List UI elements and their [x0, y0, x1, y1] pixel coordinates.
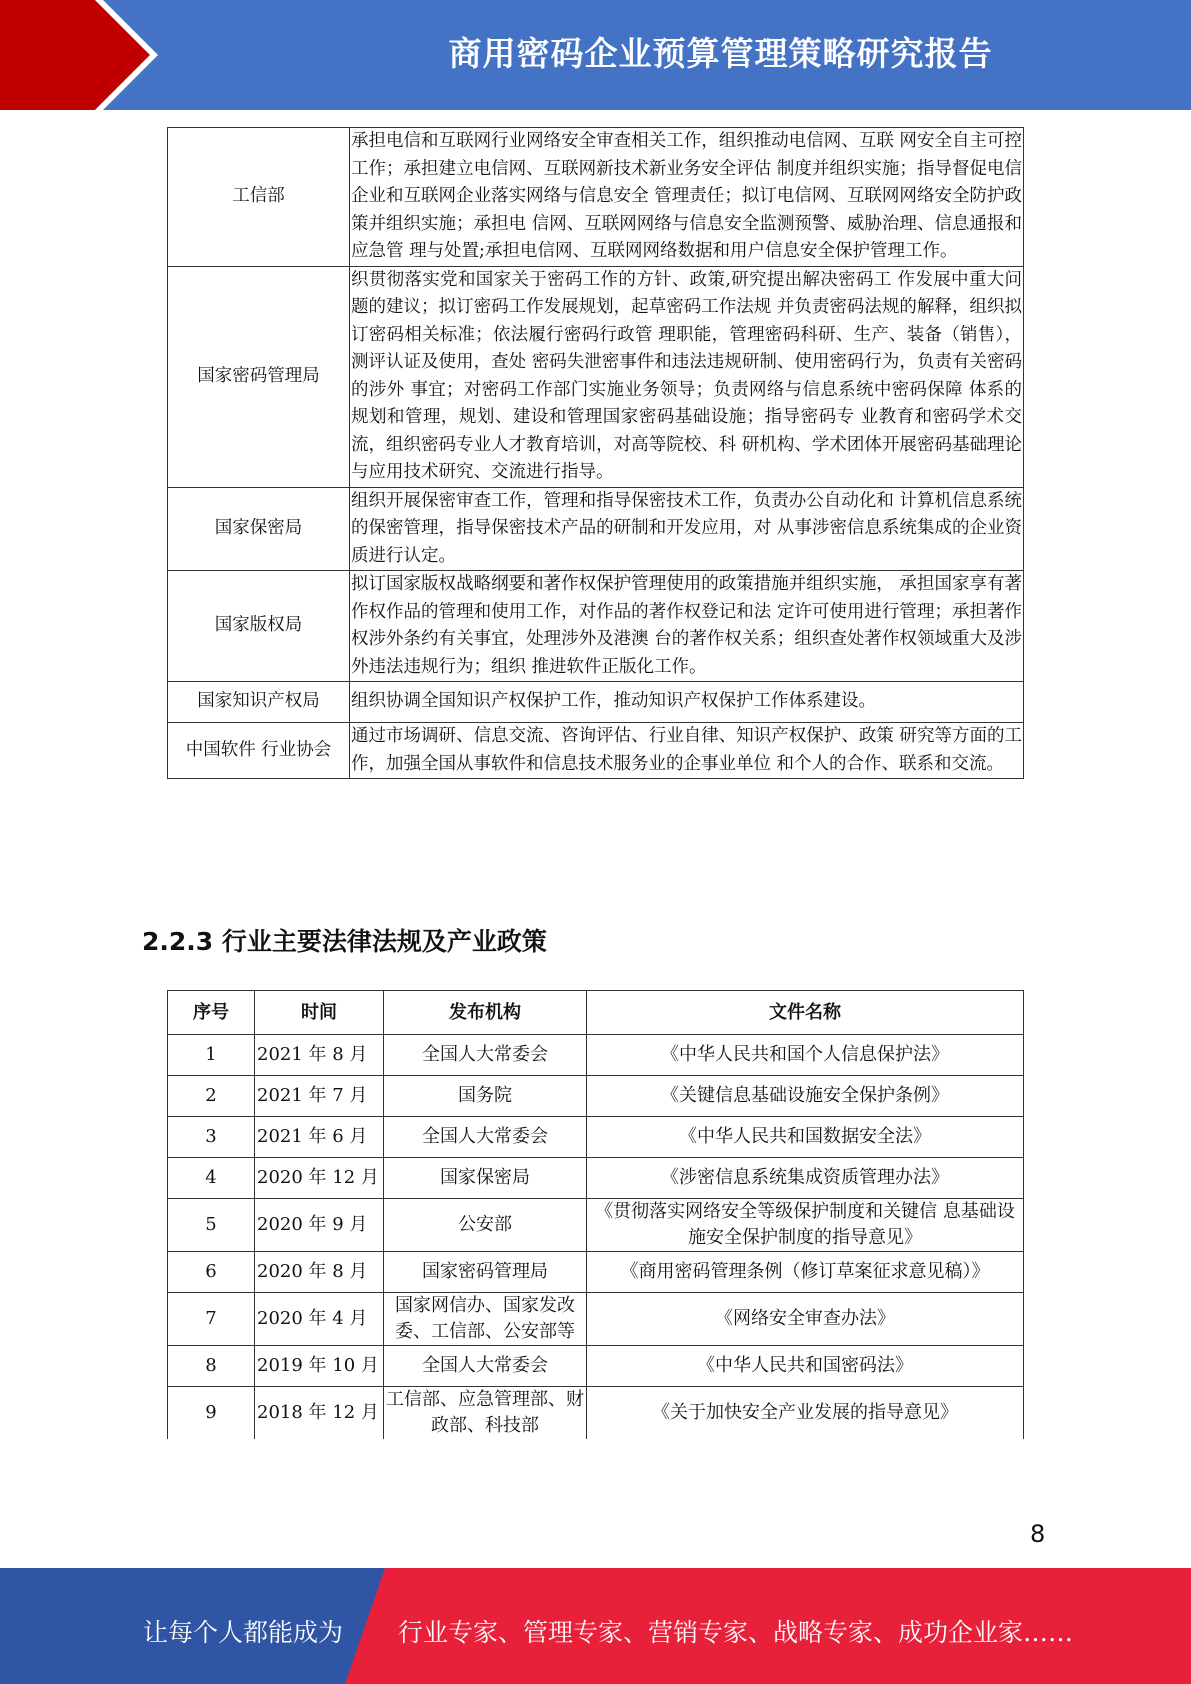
cell-time: 2018 年 12 月	[255, 1387, 384, 1440]
cell-no: 1	[168, 1035, 255, 1076]
cell-org: 国家网信办、国家发改委、工信部、公安部等	[384, 1293, 587, 1346]
cell-no: 5	[168, 1199, 255, 1252]
org-desc: 织贯彻落实党和国家关于密码工作的方针、政策,研究提出解决密码工 作发展中重大问题的建议；拟订密码工作发展规划，起草密码工作法规 并负责密码法规的解释，组织拟订密码相关标准；依法履行密码行政管 理职能，管理密码科研、生产、装备（销售），测评认证及使用，查处 密码失泄密事件和违法违规研制、使用密码行为，负责有关密码的涉外 事宜；对密码工作部门实施业务领导；负责网络与信息系统中密码保障 体系的规划和管理，规划、建设和管理国家密码基础设施；指导密码专 业教育和密码学术交流，组织密码专业人才教育培训，对高等院校、科 研机构、学术团体开展密码基础理论与应用技术研究、交流进行指导。	[350, 266, 1024, 487]
cell-org: 国家保密局	[384, 1158, 587, 1199]
col-header-no: 序号	[168, 991, 255, 1035]
report-title: 商用密码企业预算管理策略研究报告	[448, 34, 993, 73]
cell-no: 6	[168, 1252, 255, 1293]
org-name: 国家保密局	[168, 487, 350, 571]
cell-no: 3	[168, 1117, 255, 1158]
col-header-doc: 文件名称	[587, 991, 1024, 1035]
org-name: 国家密码管理局	[168, 266, 350, 487]
cell-doc: 《中华人民共和国数据安全法》	[587, 1117, 1024, 1158]
table-row	[168, 682, 1024, 723]
cell-time: 2021 年 7 月	[255, 1076, 384, 1117]
table-row	[168, 1076, 1024, 1117]
cell-doc: 《中华人民共和国个人信息保护法》	[587, 1035, 1024, 1076]
org-name: 国家知识产权局	[168, 682, 350, 723]
regulator-table	[167, 127, 1024, 779]
org-desc: 通过市场调研、信息交流、咨询评估、行业自律、知识产权保护、政策 研究等方面的工作，加强全国从事软件和信息技术服务业的企事业单位 和个人的合作、联系和交流。	[350, 723, 1024, 779]
cell-no: 4	[168, 1158, 255, 1199]
cell-doc: 《中华人民共和国密码法》	[587, 1346, 1024, 1387]
cell-no: 8	[168, 1346, 255, 1387]
page-header	[0, 0, 1191, 110]
cell-org: 全国人大常委会	[384, 1035, 587, 1076]
cell-time: 2020 年 8 月	[255, 1252, 384, 1293]
footer-slogan-right: 行业专家、管理专家、营销专家、战略专家、成功企业家……	[398, 1618, 1074, 1647]
table-row	[168, 1346, 1024, 1387]
cell-time: 2019 年 10 月	[255, 1346, 384, 1387]
table-row	[168, 487, 1024, 571]
org-desc: 组织协调全国知识产权保护工作，推动知识产权保护工作体系建设。	[350, 682, 1024, 723]
org-name: 国家版权局	[168, 571, 350, 682]
cell-doc: 《关键信息基础设施安全保护条例》	[587, 1076, 1024, 1117]
col-header-org: 发布机构	[384, 991, 587, 1035]
page-number: 8	[1030, 1520, 1046, 1548]
cell-time: 2020 年 9 月	[255, 1199, 384, 1252]
cell-time: 2021 年 6 月	[255, 1117, 384, 1158]
org-name: 工信部	[168, 128, 350, 267]
cell-doc: 《关于加快安全产业发展的指导意见》	[587, 1387, 1024, 1440]
section-heading: 2.2.3 行业主要法律法规及产业政策	[142, 927, 547, 956]
table-header-row	[168, 991, 1024, 1035]
table-row	[168, 1199, 1024, 1252]
cell-time: 2021 年 8 月	[255, 1035, 384, 1076]
cell-no: 9	[168, 1387, 255, 1440]
cell-org: 公安部	[384, 1199, 587, 1252]
cell-org: 全国人大常委会	[384, 1346, 587, 1387]
table-row	[168, 1387, 1024, 1440]
cell-doc: 《网络安全审查办法》	[587, 1293, 1024, 1346]
cell-org: 国家密码管理局	[384, 1252, 587, 1293]
table-row	[168, 1252, 1024, 1293]
org-name: 中国软件 行业协会	[168, 723, 350, 779]
cell-no: 2	[168, 1076, 255, 1117]
table-row	[168, 128, 1024, 267]
org-desc: 承担电信和互联网行业网络安全审查相关工作，组织推动电信网、互联 网安全自主可控工作；承担建立电信网、互联网新技术新业务安全评估 制度并组织实施；指导督促电信企业和互联网企业落实网络与信息安全 管理责任；拟订电信网、互联网网络安全防护政策并组织实施；承担电 信网、互联网网络与信息安全监测预警、威胁治理、信息通报和应急管 理与处置;承担电信网、互联网网络数据和用户信息安全保护管理工作。	[350, 128, 1024, 267]
col-header-time: 时间	[255, 991, 384, 1035]
cell-org: 工信部、应急管理部、财政部、科技部	[384, 1387, 587, 1440]
table-row	[168, 1293, 1024, 1346]
table-row	[168, 266, 1024, 487]
table-row	[168, 1117, 1024, 1158]
cell-doc: 《贯彻落实网络安全等级保护制度和关键信 息基础设施安全保护制度的指导意见》	[587, 1199, 1024, 1252]
cell-time: 2020 年 4 月	[255, 1293, 384, 1346]
cell-time: 2020 年 12 月	[255, 1158, 384, 1199]
cell-doc: 《涉密信息系统集成资质管理办法》	[587, 1158, 1024, 1199]
table-row	[168, 571, 1024, 682]
footer-slogan-left: 让每个人都能成为	[143, 1618, 344, 1647]
cell-org: 国务院	[384, 1076, 587, 1117]
laws-table	[167, 990, 1024, 1439]
org-desc: 拟订国家版权战略纲要和著作权保护管理使用的政策措施并组织实施， 承担国家享有著作权作品的管理和使用工作，对作品的著作权登记和法 定许可使用进行管理；承担著作权涉外条约有关事宜，处理涉外及港澳 台的著作权关系；组织查处著作权领域重大及涉外违法违规行为；组织 推进软件正版化工作。	[350, 571, 1024, 682]
table-row	[168, 723, 1024, 779]
cell-doc: 《商用密码管理条例（修订草案征求意见稿）》	[587, 1252, 1024, 1293]
cell-org: 全国人大常委会	[384, 1117, 587, 1158]
cell-no: 7	[168, 1293, 255, 1346]
page-footer	[0, 1568, 1191, 1684]
table-row	[168, 1158, 1024, 1199]
table-row	[168, 1035, 1024, 1076]
org-desc: 组织开展保密审查工作，管理和指导保密技术工作，负责办公自动化和 计算机信息系统的保密管理，指导保密技术产品的研制和开发应用，对 从事涉密信息系统集成的企业资质进行认定。	[350, 487, 1024, 571]
